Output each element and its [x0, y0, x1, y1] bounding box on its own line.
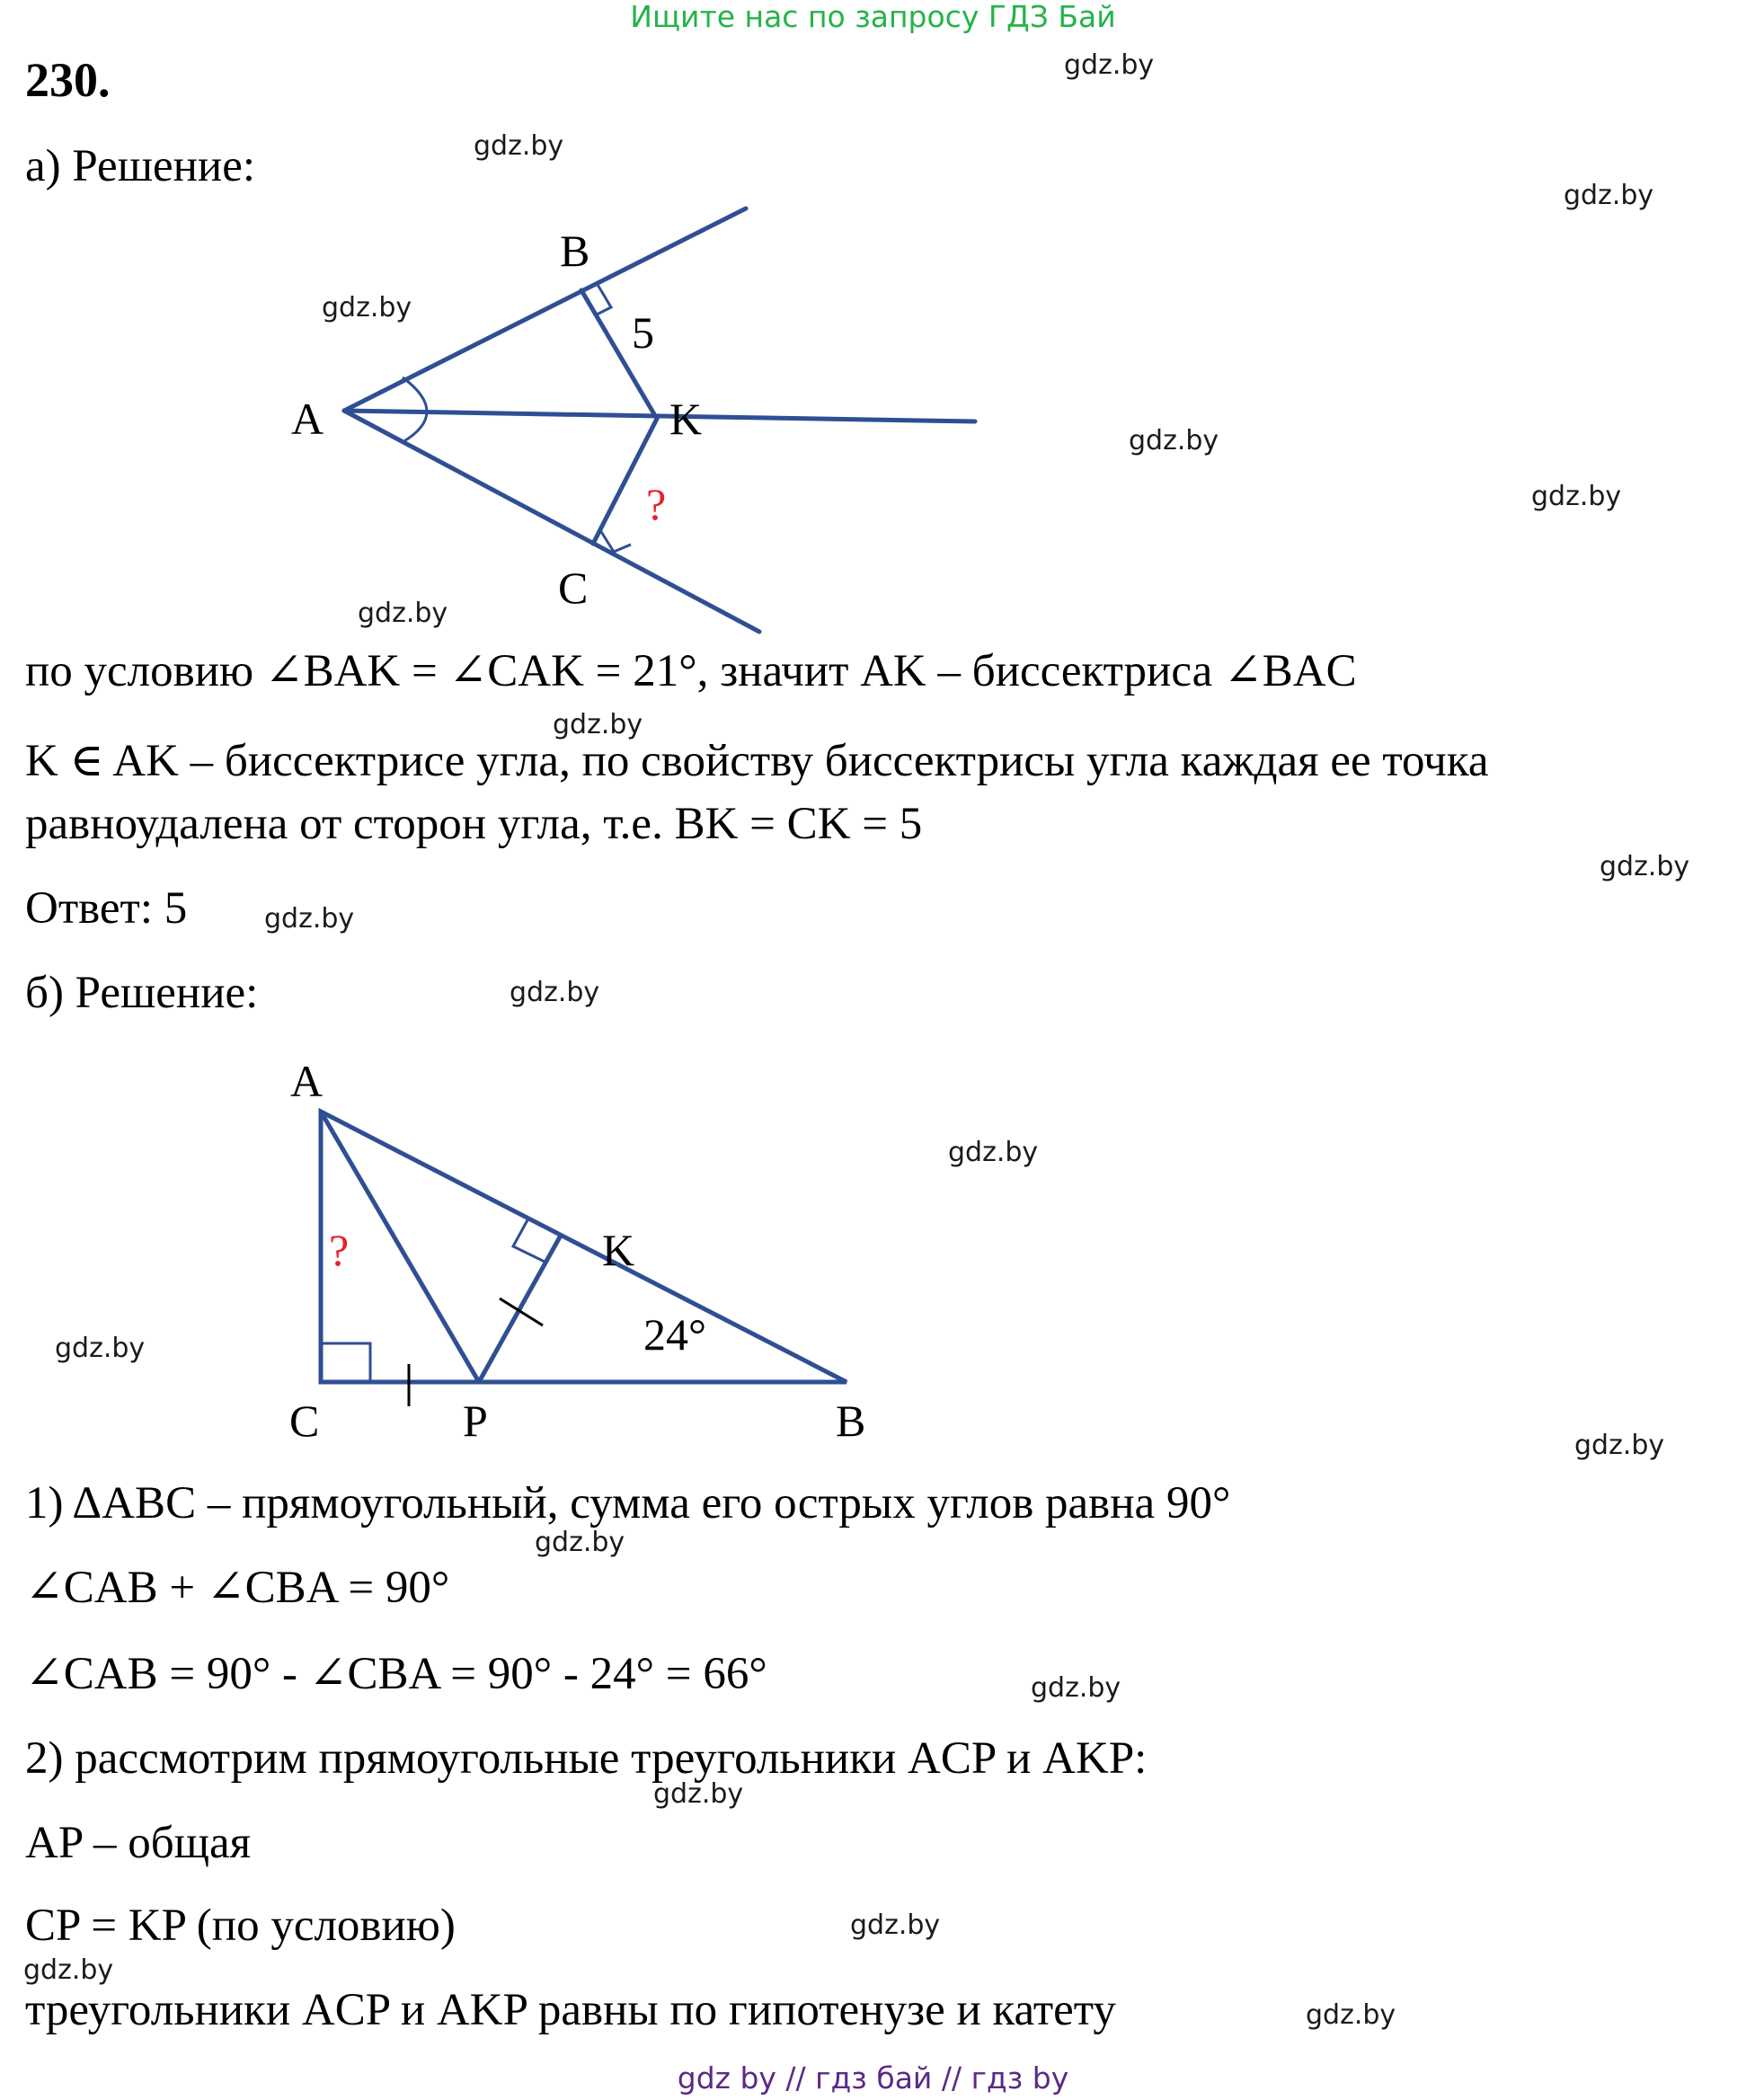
part-a-line-1: по условию ∠BAK = ∠CAK = 21°, значит AK – биссектриса ∠BAC — [25, 646, 1357, 696]
label-k: K — [669, 394, 703, 444]
part-b-title: б) Решение: — [25, 968, 259, 1018]
part-b-line-4: 2) рассмотрим прямоугольные треугольники ACP и AKP: — [25, 1733, 1148, 1784]
watermark: gdz.by — [1600, 851, 1690, 882]
right-angle-mark-c — [321, 1343, 370, 1382]
label-unknown-b: ? — [329, 1225, 350, 1275]
label-k: K — [602, 1225, 635, 1275]
watermark: gdz.by — [23, 1954, 114, 1986]
part-a-answer: Ответ: 5 — [25, 883, 188, 934]
watermark: gdz.by — [1129, 425, 1219, 456]
label-unknown-a: ? — [646, 479, 667, 529]
label-b: B — [836, 1396, 866, 1446]
watermark: gdz.by — [850, 1909, 941, 1941]
label-p: P — [463, 1396, 488, 1446]
part-b-line-6: CP = KP (по условию) — [25, 1901, 456, 1951]
label-c: C — [558, 563, 589, 613]
part-b-line-2: ∠CAB + ∠CBA = 90° — [25, 1563, 450, 1613]
label-c: C — [289, 1396, 320, 1446]
watermark: gdz.by — [535, 1527, 625, 1558]
label-a: A — [290, 1056, 323, 1106]
label-b: B — [560, 226, 590, 276]
watermark: gdz.by — [1064, 49, 1155, 81]
watermark: gdz.by — [1306, 1999, 1396, 2031]
search-hint: Ищите нас по запросу ГДЗ Бай — [630, 0, 1116, 34]
watermark: gdz.by — [653, 1778, 744, 1810]
part-b-line-3: ∠CAB = 90° - ∠CBA = 90° - 24° = 66° — [25, 1649, 767, 1699]
watermark: gdz.by — [510, 977, 600, 1008]
part-a-line-3: равноудалена от сторон угла, т.е. BK = CK = 5 — [25, 799, 923, 849]
problem-number: 230. — [25, 53, 111, 107]
segment-pk — [479, 1234, 562, 1382]
watermark: gdz.by — [474, 130, 564, 162]
watermark: gdz.by — [358, 598, 448, 629]
watermark: gdz.by — [264, 903, 355, 935]
watermark: gdz.by — [1531, 481, 1622, 512]
part-b-line-1: 1) ΔABC – прямоугольный, сумма его острых углов равна 90° — [25, 1478, 1231, 1528]
label-side-5: 5 — [632, 307, 654, 358]
figure-angle-bisector — [0, 0, 1746, 647]
label-angle-24: 24° — [643, 1309, 706, 1360]
watermark: gdz.by — [55, 1333, 146, 1364]
watermark: gdz.by — [553, 709, 643, 740]
figure-right-triangle — [0, 1033, 1746, 1465]
right-angle-mark-b — [595, 283, 611, 315]
watermark: gdz.by — [948, 1137, 1039, 1168]
watermark: gdz.by — [322, 292, 412, 323]
part-a-line-2: K ∈ AK – биссектрисе угла, по свойству биссектрисы угла каждая ее точка — [25, 736, 1489, 786]
label-a: A — [291, 394, 324, 444]
watermark: gdz.by — [1564, 180, 1654, 211]
footer-links: gdz by // гдз бай // гдз by — [677, 2060, 1069, 2096]
watermark: gdz.by — [1574, 1430, 1665, 1461]
part-b-line-5: AP – общая — [25, 1818, 252, 1868]
part-a-title: а) Решение: — [25, 141, 255, 191]
ray-ak — [344, 411, 975, 421]
watermark: gdz.by — [1031, 1672, 1121, 1704]
part-b-line-7: треугольники ACP и AKP равны по гипотенузе и катету — [25, 1985, 1116, 2035]
